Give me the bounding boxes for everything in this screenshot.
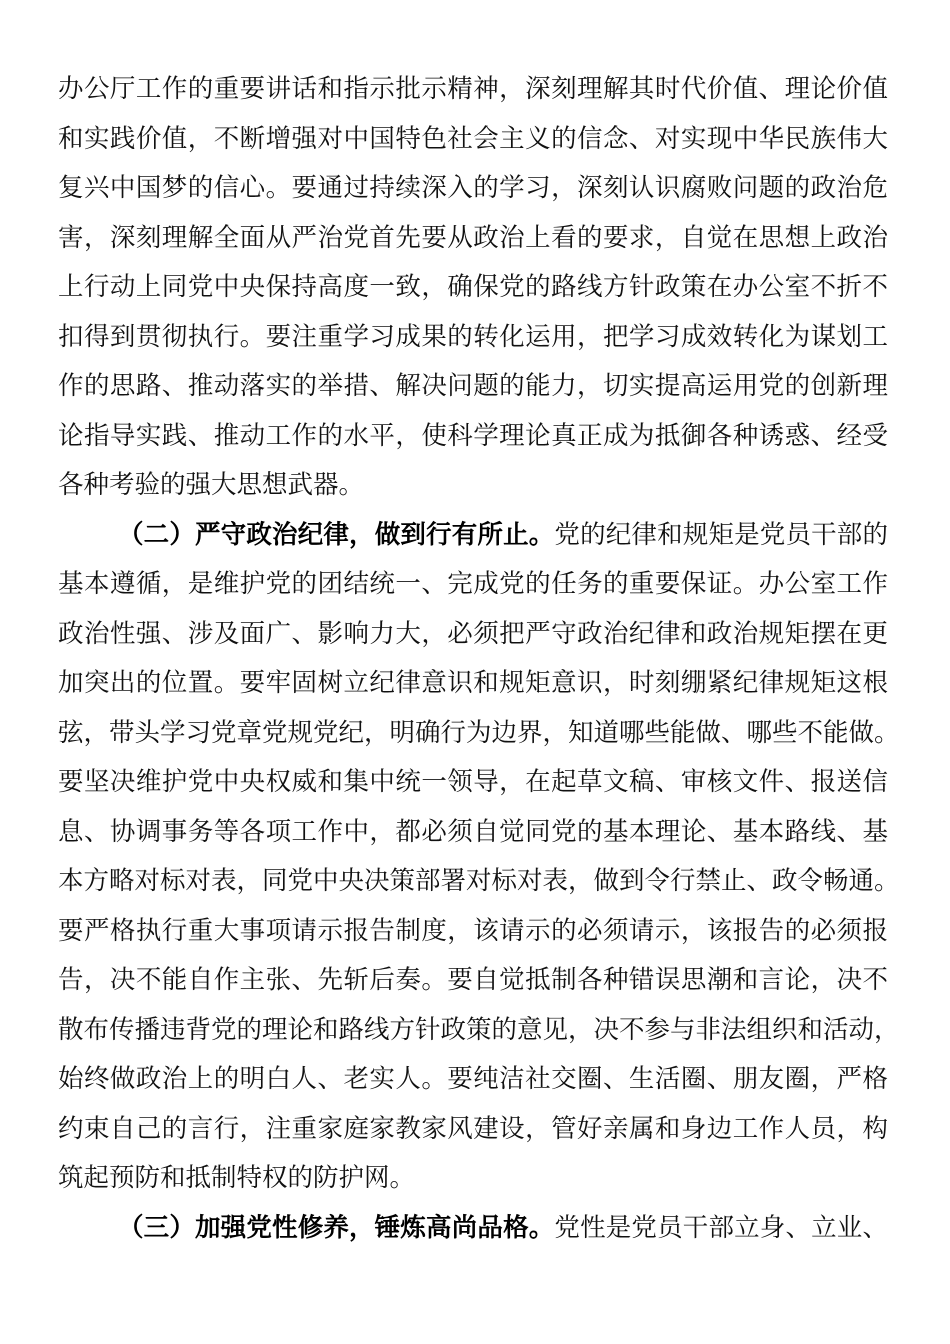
text-line: 加突出的位置。要牢固树立纪律意识和规矩意识，时刻绷紧纪律规矩这根 bbox=[58, 668, 888, 698]
text-run: 党的纪律和规矩是党员干部的 bbox=[554, 519, 888, 550]
text-line: 筑起预防和抵制特权的防护网。 bbox=[58, 1163, 416, 1193]
text-line: 上行动上同党中央保持高度一致，确保党的路线方针政策在办公室不折不 bbox=[58, 272, 888, 302]
text-line: 政治性强、涉及面广、影响力大，必须把严守政治纪律和政治规矩摆在更 bbox=[58, 618, 888, 649]
text-line: 要坚决维护党中央权威和集中统一领导，在起草文稿、审核文件、报送信 bbox=[58, 767, 888, 797]
text-line: 害，深刻理解全面从严治党首先要从政治上看的要求，自觉在思想上政治 bbox=[58, 222, 888, 253]
document-body bbox=[58, 65, 900, 1253]
section-heading-2: （二）严守政治纪律，做到行有所止。 bbox=[118, 519, 555, 550]
text-line: 作的思路、推动落实的举措、解决问题的能力，切实提高运用党的创新理 bbox=[58, 371, 888, 401]
section-heading-3: （三）加强党性修养，锤炼高尚品格。 bbox=[118, 1212, 555, 1243]
paragraph-2 bbox=[58, 511, 900, 1204]
text-line: 论指导实践、推动工作的水平，使科学理论真正成为抵御各种诱惑、经受 bbox=[58, 420, 888, 451]
text-line: 扣得到贯彻执行。要注重学习成果的转化运用，把学习成效转化为谋划工 bbox=[58, 321, 888, 352]
paragraph-first-line bbox=[58, 511, 888, 561]
text-line: 要严格执行重大事项请示报告制度，该请示的必须请示，该报告的必须报 bbox=[58, 915, 888, 946]
text-line: 散布传播违背党的理论和路线方针政策的意见，决不参与非法组织和活动， bbox=[58, 1014, 900, 1045]
text-line: 和实践价值，不断增强对中国特色社会主义的信念、对实现中华民族伟大 bbox=[58, 123, 888, 154]
text-line: 弦，带头学习党章党规党纪，明确行为边界，知道哪些能做、哪些不能做。 bbox=[58, 717, 900, 748]
text-line: 复兴中国梦的信心。要通过持续深入的学习，深刻认识腐败问题的政治危 bbox=[58, 173, 888, 203]
text-line: 约束自己的言行，注重家庭家教家风建设，管好亲属和身边工作人员，构 bbox=[58, 1113, 888, 1144]
text-line: 始终做政治上的明白人、老实人。要纯洁社交圈、生活圈、朋友圈，严格 bbox=[58, 1064, 888, 1094]
text-line: 基本遵循，是维护党的团结统一、完成党的任务的重要保证。办公室工作 bbox=[58, 569, 888, 599]
text-line: 告，决不能自作主张、先斩后奏。要自觉抵制各种错误思潮和言论，决不 bbox=[58, 965, 888, 995]
text-line: 办公厅工作的重要讲话和指示批示精神，深刻理解其时代价值、理论价值 bbox=[58, 74, 888, 104]
paragraph-1 bbox=[58, 65, 888, 511]
text-run: 党性是党员干部立身、立业、 bbox=[554, 1212, 888, 1243]
text-line: 息、协调事务等各项工作中，都必须自觉同党的基本理论、基本路线、基 bbox=[58, 816, 888, 847]
text-line: 本方略对标对表，同党中央决策部署对标对表，做到令行禁止、政令畅通。 bbox=[58, 866, 900, 896]
paragraph-3 bbox=[58, 1204, 888, 1254]
paragraph-first-line bbox=[58, 1204, 888, 1254]
text-line: 各种考验的强大思想武器。 bbox=[58, 470, 365, 500]
